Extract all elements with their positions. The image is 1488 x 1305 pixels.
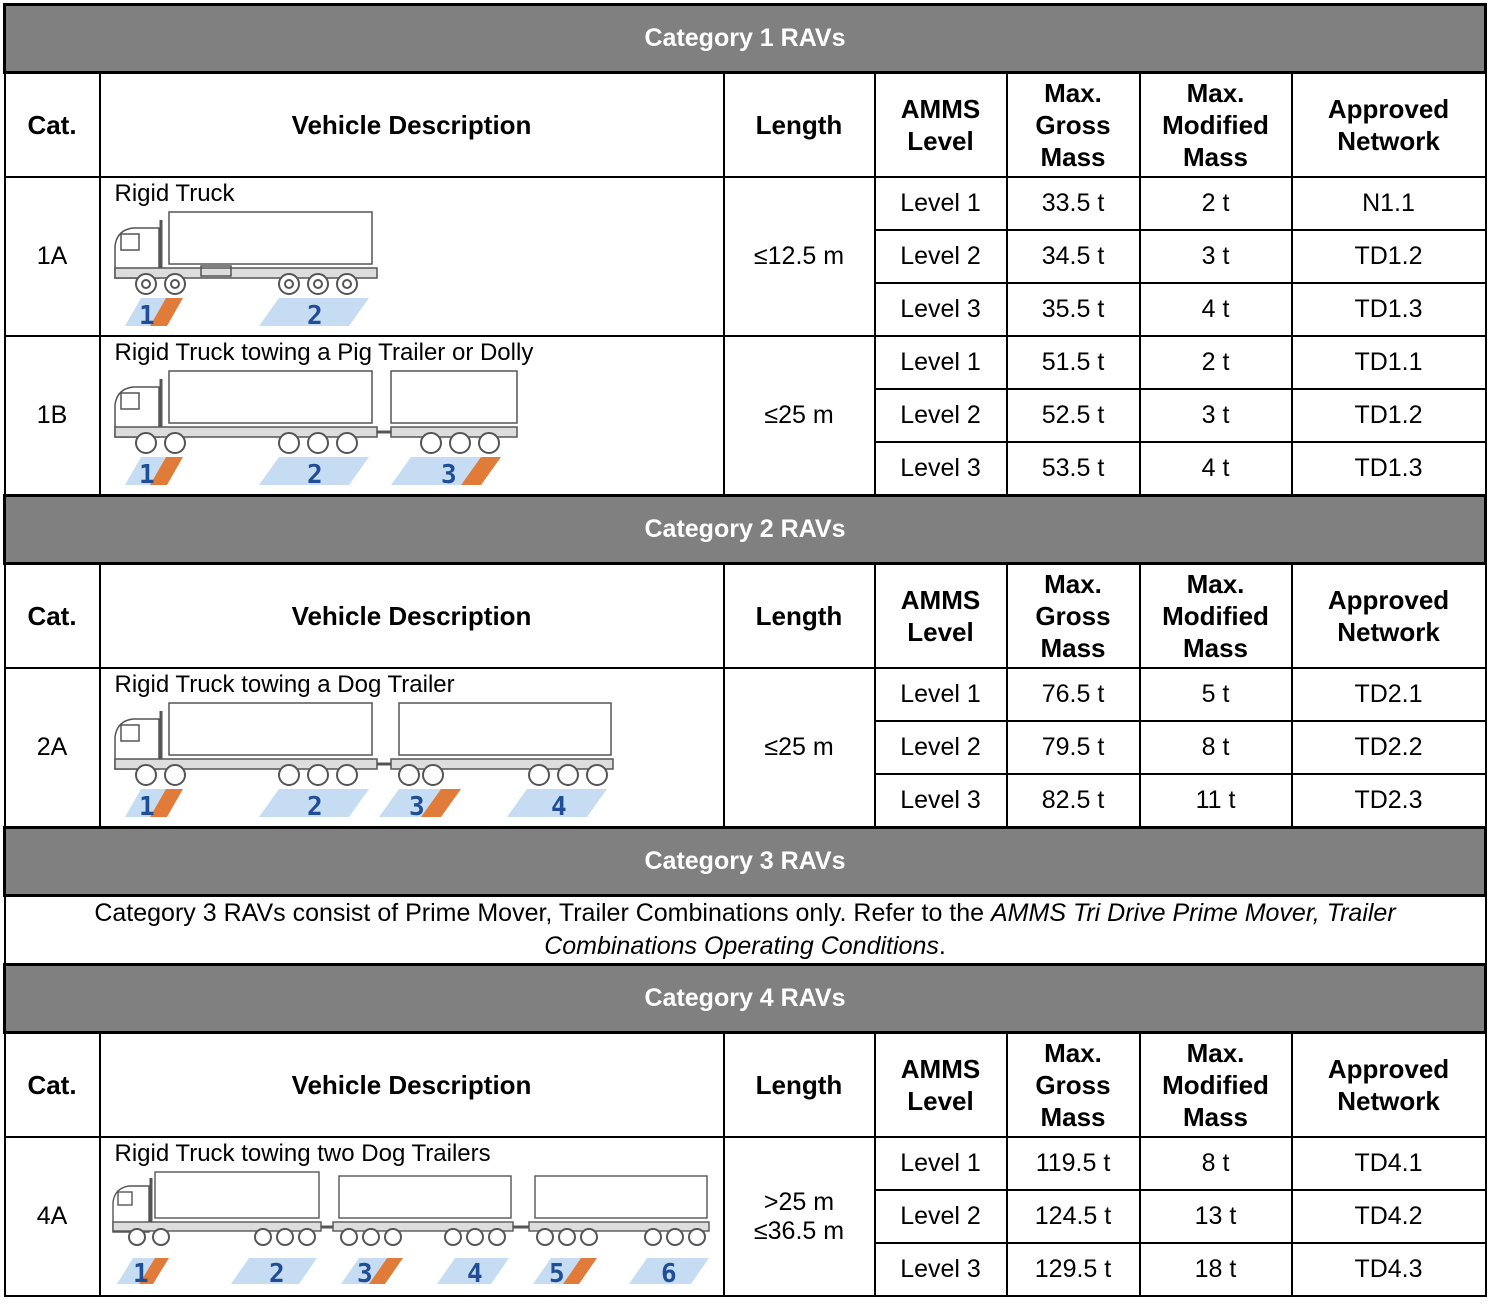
category-2-band	[5, 496, 1486, 564]
level-cell: Level 2	[875, 1190, 1007, 1243]
modified-cell: 11 t	[1140, 774, 1292, 828]
level-cell: Level 3	[875, 1243, 1007, 1296]
level-cell: Level 3	[875, 442, 1007, 496]
category-3-note	[5, 896, 1486, 965]
header-amms: AMMS Level	[875, 1033, 1007, 1138]
network-cell: TD4.1	[1292, 1137, 1486, 1190]
modified-cell: 2 t	[1140, 177, 1292, 230]
gross-cell: 51.5 t	[1007, 336, 1140, 389]
header-desc: Vehicle Description	[100, 564, 724, 669]
axle-markers	[117, 1258, 709, 1284]
header-cat: Cat.	[5, 564, 100, 669]
category-title: Category 2 RAVs	[5, 496, 1486, 564]
network-cell: TD1.2	[1292, 230, 1486, 283]
category-title: Category 4 RAVs	[5, 965, 1486, 1033]
vehicle-description: Rigid Truck towing a Dog Trailer	[114, 671, 455, 698]
modified-cell: 3 t	[1140, 389, 1292, 442]
header-modified: Max. Modified Mass	[1140, 1033, 1292, 1138]
gross-cell: 79.5 t	[1007, 721, 1140, 774]
svg-text:2: 2	[268, 1259, 285, 1284]
axle-markers	[125, 298, 369, 326]
level-cell: Level 1	[875, 177, 1007, 230]
level-cell: Level 2	[875, 389, 1007, 442]
table-row	[5, 1137, 1486, 1190]
modified-cell: 13 t	[1140, 1190, 1292, 1243]
svg-text:3: 3	[440, 460, 457, 485]
header-modified: Max. Modified Mass	[1140, 564, 1292, 669]
gross-cell: 129.5 t	[1007, 1243, 1140, 1296]
desc-cell	[100, 1137, 724, 1296]
svg-text:3: 3	[356, 1259, 373, 1284]
gross-cell: 53.5 t	[1007, 442, 1140, 496]
desc-cell	[100, 177, 724, 336]
svg-text:1: 1	[138, 792, 155, 817]
gross-cell: 52.5 t	[1007, 389, 1140, 442]
network-cell: TD4.2	[1292, 1190, 1486, 1243]
note-text: Category 3 RAVs consist of Prime Mover, Trailer Combinations only. Refer to the AMMS Tri Drive Prime Mover, Trailer Combinations Operating Conditions.	[5, 896, 1486, 965]
network-cell: TD4.3	[1292, 1243, 1486, 1296]
svg-text:2: 2	[306, 460, 323, 485]
cat-cell: 4A	[5, 1137, 100, 1296]
header-network: Approved Network	[1292, 1033, 1486, 1138]
header-amms: AMMS Level	[875, 564, 1007, 669]
desc-cell	[100, 336, 724, 496]
cat-cell: 1B	[5, 336, 100, 496]
network-cell: TD1.3	[1292, 442, 1486, 496]
gross-cell: 119.5 t	[1007, 1137, 1140, 1190]
gross-cell: 76.5 t	[1007, 668, 1140, 721]
cat-cell: 1A	[5, 177, 100, 336]
network-cell: TD1.1	[1292, 336, 1486, 389]
svg-text:2: 2	[306, 792, 323, 817]
axle-markers	[125, 789, 607, 817]
modified-cell: 2 t	[1140, 336, 1292, 389]
rigid-truck-icon	[111, 208, 391, 326]
modified-cell: 3 t	[1140, 230, 1292, 283]
modified-cell: 4 t	[1140, 283, 1292, 336]
svg-text:3: 3	[408, 792, 425, 817]
header-row	[5, 1033, 1486, 1138]
level-cell: Level 3	[875, 774, 1007, 828]
gross-cell: 34.5 t	[1007, 230, 1140, 283]
header-desc: Vehicle Description	[100, 73, 724, 178]
two-dog-trailers-icon	[111, 1168, 715, 1284]
category-3-band	[5, 828, 1486, 896]
vehicle-description: Rigid Truck	[114, 180, 235, 207]
svg-text:1: 1	[138, 460, 155, 485]
pig-trailer-icon	[111, 367, 531, 485]
header-row	[5, 73, 1486, 178]
svg-text:5: 5	[548, 1259, 565, 1284]
header-gross: Max. Gross Mass	[1007, 73, 1140, 178]
level-cell: Level 1	[875, 1137, 1007, 1190]
gross-cell: 35.5 t	[1007, 283, 1140, 336]
category-1-band	[5, 5, 1486, 73]
network-cell: TD2.3	[1292, 774, 1486, 828]
table-row	[5, 336, 1486, 389]
gross-cell: 82.5 t	[1007, 774, 1140, 828]
category-title: Category 1 RAVs	[5, 5, 1486, 73]
modified-cell: 5 t	[1140, 668, 1292, 721]
level-cell: Level 3	[875, 283, 1007, 336]
header-modified: Max. Modified Mass	[1140, 73, 1292, 178]
vehicle-description: Rigid Truck towing a Pig Trailer or Dolly	[114, 339, 534, 366]
gross-cell: 124.5 t	[1007, 1190, 1140, 1243]
svg-text:4: 4	[550, 792, 567, 817]
level-cell: Level 2	[875, 721, 1007, 774]
gross-cell: 33.5 t	[1007, 177, 1140, 230]
network-cell: TD2.1	[1292, 668, 1486, 721]
header-length: Length	[724, 73, 875, 178]
header-row	[5, 564, 1486, 669]
level-cell: Level 1	[875, 336, 1007, 389]
svg-text:1: 1	[132, 1259, 149, 1284]
axle-markers	[125, 457, 501, 485]
header-amms: AMMS Level	[875, 73, 1007, 178]
category-title: Category 3 RAVs	[5, 828, 1486, 896]
network-cell: TD1.3	[1292, 283, 1486, 336]
header-gross: Max. Gross Mass	[1007, 564, 1140, 669]
svg-text:2: 2	[306, 301, 323, 326]
level-cell: Level 1	[875, 668, 1007, 721]
length-cell: >25 m ≤36.5 m	[724, 1137, 875, 1296]
table-row	[5, 177, 1486, 230]
network-cell: TD1.2	[1292, 389, 1486, 442]
svg-text:6: 6	[660, 1259, 677, 1284]
modified-cell: 18 t	[1140, 1243, 1292, 1296]
desc-cell	[100, 668, 724, 828]
header-cat: Cat.	[5, 1033, 100, 1138]
table-row	[5, 668, 1486, 721]
header-network: Approved Network	[1292, 564, 1486, 669]
vehicle-description: Rigid Truck towing two Dog Trailers	[114, 1140, 491, 1167]
header-cat: Cat.	[5, 73, 100, 178]
rav-table	[3, 3, 1487, 1297]
modified-cell: 8 t	[1140, 1137, 1292, 1190]
category-4-band	[5, 965, 1486, 1033]
svg-text:1: 1	[138, 301, 155, 326]
header-length: Length	[724, 564, 875, 669]
header-length: Length	[724, 1033, 875, 1138]
dog-trailer-icon	[111, 699, 621, 817]
length-cell: ≤25 m	[724, 668, 875, 828]
level-cell: Level 2	[875, 230, 1007, 283]
svg-text:4: 4	[466, 1259, 483, 1284]
network-cell: N1.1	[1292, 177, 1486, 230]
length-cell: ≤12.5 m	[724, 177, 875, 336]
cat-cell: 2A	[5, 668, 100, 828]
header-desc: Vehicle Description	[100, 1033, 724, 1138]
network-cell: TD2.2	[1292, 721, 1486, 774]
modified-cell: 4 t	[1140, 442, 1292, 496]
modified-cell: 8 t	[1140, 721, 1292, 774]
length-cell: ≤25 m	[724, 336, 875, 496]
header-network: Approved Network	[1292, 73, 1486, 178]
header-gross: Max. Gross Mass	[1007, 1033, 1140, 1138]
